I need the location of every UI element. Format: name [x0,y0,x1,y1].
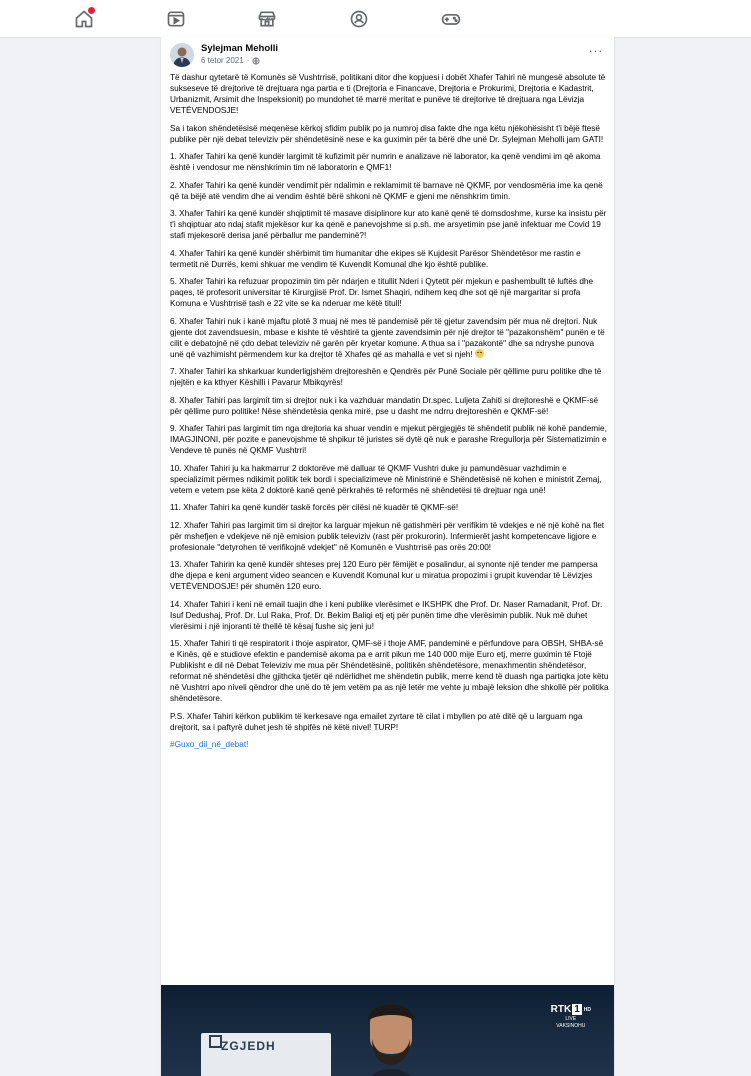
post-paragraph: 14. Xhafer Tahiri i keni në email tuajin dhe i keni publike vlerësimet e IKSHPK dhe Prof. Dr. Naser Ramadanit, Prof. Dr. Isuf Dedushaj, Prof. Dr. Lul Raka, Prof. Dr. Bekim Baliqi etj etj për punën time dhe vlerësimin publik. Nuk më duhet vlerësimi i një injoranti të thellë të kësaj fushe siç jeni ju! [170,599,603,631]
avatar[interactable] [170,43,194,67]
post-text [170,72,610,757]
post-paragraph: 8. Xhafer Tahiri pas largimit tim si drejtor nuk i ka vazhduar mandatin Dr.spec. Luljeta Zahiti si drejtoreshë e QKMF-së për qëllime puro politike! Nëse shëndetësia qenka mirë, pse u dasht me ndrru drejtoreshën e QKMF-së! [170,395,599,416]
post-paragraph: 9. Xhafer Tahiri pas largimit tim nga drejtoria ka shuar vendin e mjekut përgjegjës të shëndetit publik në kohë pandemie, IMAGJINONI, për pozite e panevojshme të shpikur të juristes së dytë që nuk e parashe Rregullorja për Sistematizimin e Vendeve të punës në QKMF Vushtrri! [170,424,607,455]
post-paragraph: Sa i takon shëndetësisë meqenëse kërkoj sfidim publik po ja numroj disa fakte dhe nga këtu njëkohësisht t'i bëjë ftesë publike për një debat televiziv për shëndetësinë nese e ka guximin për ta bërë dhe unë Dr. Sylejman Meholli jam GATI! [170,123,604,144]
gaming-icon[interactable] [440,8,462,30]
channel-name-text: RTK [550,1004,572,1015]
post-paragraph: 1. Xhafer Tahiri ka qenë kundër largimit të kufizimit për numrin e analizave në laborator, ka qenë vendimi im që akoma është i vendosur me nënshkrimin tim në laboratorin e QMF1! [170,152,601,172]
post-paragraph: 10. Xhafer Tahiri ju ka hakmarrur 2 doktorëve më dalluar të QKMF Vushtri duke ju pamundësuar vazhdimin e specializimit përmes ndikimit politik tek bordi i specializimeve në Ministrinë e Shëndetësisë në kohen e ministrit Zemaj, vetem e vetem pse këta 2 doktorë kanë qenë përkrahës të reformës në shëndetësi të drejtuar nga unë! [170,463,602,495]
top-navigation-bar [0,0,751,38]
thinking-emoji-icon [475,349,484,358]
channel-logo [551,1004,591,1029]
post-paragraph: 13. Xhafer Tahirin ka qenë kundër shteses prej 120 Euro për fëmijët e posalindur, ai synonte një tender me pampersa dhe djepa e keni argument video seancen e Kuvendit Komunal kur u miratua propozimi i grupit kuvendar të Lëvizjes VETËVENDOSJE! për shumën 120 euro. [170,560,598,591]
post-card [161,37,614,1076]
date-separator: · [246,56,250,65]
more-options-button[interactable]: ··· [588,43,603,58]
live-label: LIVE [565,1016,577,1022]
post-author[interactable]: Sylejman Meholli [201,43,279,54]
post-paragraph: P.S. Xhafer Tahiri kërkon publikim të kerkesave nga emailet zyrtare të cilat i mbyllen po atë ditë që u larguam nga drejtorit, sa i paftyrë duhet jesh të shpifës në këtë nivel! TURP! [170,711,583,732]
person-figure [356,995,426,1076]
home-icon[interactable] [73,8,95,30]
post-date[interactable]: 6 tetor 2021 [201,56,244,65]
channel-slogan: VAKSINOHU [556,1023,586,1029]
post-paragraph: 2. Xhafer Tahiri ka qenë kundër vendimit për ndalimin e reklamimit të barnave në QKMF, por vendosmëria ime ka qenë që ta bëjë atë vendim dhe ai vendim është bërë shkoni në QKMF e gjeni me nënshkrim timin. [170,180,603,201]
post-paragraph: 12. Xhafer Tahiri pas largimit tim si drejtor ka larguar mjekun në gatishmëri për verifikim të vdekjes e në një kohë na flet për mshefjen e vdekjeve në një emision publik televiziv (rast për prokurorin). Infermierët jasht kompetencave ligjore e profesionale "detyrohen të verifikojnë vdekjet" në Komunën e Vushtrrisë pas orës 20:00! [170,520,605,552]
post-paragraph: 5. Xhafer Tahiri ka refuzuar propozimin tim për ndarjen e titullit Nderi i Qytetit për mjekun e pashembullt të luftës dhe paqes, të profesorit universitar të Kirurgjisë Prof. Dr. Ismet Shaqiri, ndihem keq dhe sot që një margaritar si profa Komuna e Vushtrrisë tash e 22 vite se ka nderuar me këtë titull! [170,277,594,308]
groups-icon[interactable] [348,8,370,30]
post-video[interactable] [161,985,614,1076]
post-paragraph-text: 6. Xhafer Tahiri nuk i kanë mjaftu plotë 3 muaj në mes të pandemisë për të gjetur zavendsim për mua në drejtori. Nuk gjente dot zavendsuesin, mbase e kishte të vështirë ta gjente zavendsimin për një drejtor të "pazakonshëm" punën e të cilit e debatojnë në çdo debat televiziv në garën për kryetar komune. A thua sa i "pazakontë" dhe sa ndryshe punova unë që vazhimisht përmendem kur ka drejtor të Xhafes që as mahalla e vet si njeh! [170,316,605,359]
post-paragraph: Të dashur qytetarë të Komunës së Vushtrrisë, politikani ditor dhe kopjuesi i dobët Xhafer Tahiri në mungesë absolute të sukseseve të drejtorive të drejtuara nga partia e ti (Drejtoria e Financave, Drejtoria e Prokurimi, Drejtoria e Kadastrit, Urbanizmit, Arsimit dhe Inspeksionit) po mundohet të marrë meritat e punëve të drejtorive të drejtuara nga Lëvizja VETËVENDOSJE! [170,73,606,115]
post-header [161,37,614,73]
channel-quality: HD [583,1006,591,1013]
post-paragraph: 7. Xhafer Tahiri ka shkarkuar kunderligjshëm drejtoreshën e Qendrës për Punë Sociale për qëllime puru politike dhe të njejtën e ka kthyer Këshilli i Pavarur Mbikqyrës! [170,367,602,387]
globe-icon [252,57,260,65]
hashtag-link[interactable]: #Guxo_dil_në_debat! [170,740,249,749]
video-icon[interactable] [165,8,187,30]
post-meta [201,56,260,65]
post-paragraph: 3. Xhafer Tahiri ka qenë kundër shqiptimit të masave disiplinore kur ato kanë qenë të domsdoshme, kurse ka insistu për t'i shqiptuar ato ndaj stafit mjekësor kur ka qenë e panevojshme si p.sh. me arsyetimin pse janë infektuar me Covid 19 stafi mjekesorë derisa janë përballur me pandeminë?! [170,209,607,240]
post-paragraph: 15. Xhafer Tahiri ti që respiratorit i thoje aspirator, QMF-së i thoje AMF, pandeminë e përfundove para OBSH, SHBA-së e Kinës, që e studiove efektin e pandemisë akoma pa e arrit pikun me 140 000 mije Euro etj, merre guximin të Ftojë Publikisht e dil në Debat Televiziv me mua për Shëndetësinë, politikën shëndetësore, menaxhmentin shëndetësor, reformat në shëndetësi dhe gjithcka tjetër që ndërlidhet me shëndetin publik, merre kend të duash nga partiqka jote këtu në Vushtrri apo niveli qëndror dhe unë do të jem vetëm pa as një letër me vehte ju mbajë leksion dhe shkollë për politika shëndetësore. [170,639,609,703]
marketplace-icon[interactable] [256,8,278,30]
post-paragraph: 4. Xhafer Tahiri ka qenë kundër shërbimit tim humanitar dhe ekipes së Kujdesit Parësor Shëndetësor me rastin e termetit në Durrës, kemi shkuar me vendim të Kuvendit Komunal dhe kjo është publike. [170,248,581,269]
notification-dot [87,6,96,15]
post-paragraph: 11. Xhafer Tahiri ka qenë kundër taskë forcës për cilësi në kuadër të QKMF-së! [170,503,459,512]
studio-text: ZGJEDH [221,1039,276,1053]
channel-number: 1 [574,1004,580,1015]
post-paragraph-with-emoji [170,316,610,360]
